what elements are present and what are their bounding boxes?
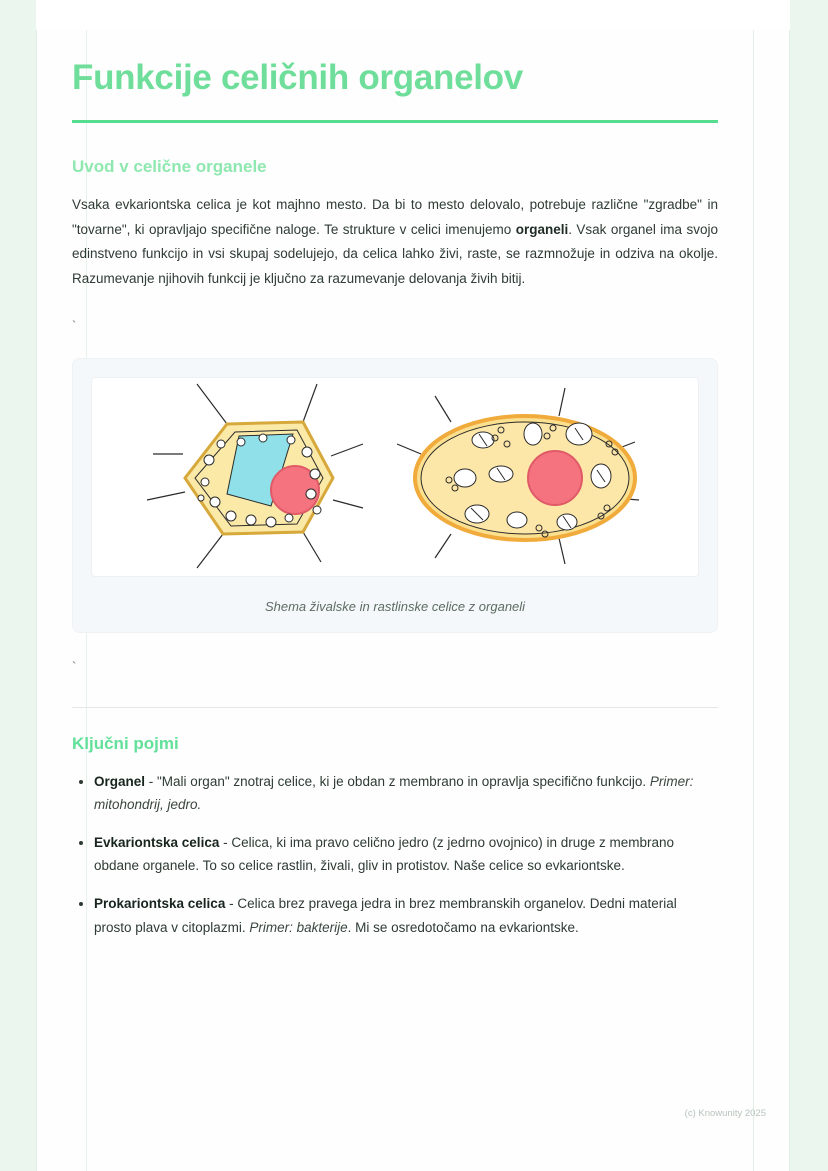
- list-item: [94, 892, 718, 938]
- stray-tick-top: `: [72, 317, 77, 333]
- copyright-footer: (c) Knowunity 2025: [684, 1108, 766, 1119]
- term-definition: - "Mali organ" znotraj celice, ki je obdan z membrano in opravlja specifično funkcijo.: [145, 773, 650, 789]
- intro-bold-term: organeli: [515, 221, 569, 237]
- term-tail: . Mi se osredotočamo na evkariontske.: [347, 919, 579, 935]
- intro-heading: Uvod v celične organele: [72, 157, 267, 177]
- stray-tick-bottom: `: [72, 658, 77, 674]
- terms-heading: Ključni pojmi: [72, 733, 179, 753]
- term-name: Evkariontska celica: [94, 834, 220, 850]
- title-underline: [72, 120, 718, 123]
- figure-image: [91, 377, 699, 577]
- figure-block: [72, 358, 718, 633]
- page-title: Funkcije celičnih organelov: [72, 58, 523, 97]
- term-example: Primer: mitohondrij, jedro.: [94, 773, 694, 812]
- term-definition: - Celica, ki ima pravo celično jedro (z jedrno ovojnico) in druge z membrano obdane organele. To so celice rastlin, živali, gliv in protistov. Naše celice so evkariontske.: [94, 834, 675, 874]
- term-example: Primer: bakterije: [249, 919, 348, 935]
- cell-diagram-svg: [135, 382, 655, 572]
- section-divider: [72, 707, 718, 708]
- figure-caption: Shema živalske in rastlinske celice z organeli: [264, 598, 526, 614]
- key-terms-list: [72, 770, 718, 939]
- list-item: [94, 770, 718, 816]
- term-definition: - Celica brez pravega jedra in brez membranskih organelov. Dedni material prosto plava v citoplazmi.: [94, 896, 677, 935]
- document-content: [72, 58, 718, 954]
- intro-text-part2: . Vsak organel ima svojo edinstveno funkcijo in vsi skupaj sodelujejo, da celica lahko živi, raste, se razmnožuje in odziva na okolje. Razumevanje njihovih funkcij je ključno za razumevanje delovanja živih bitij.: [72, 221, 718, 286]
- intro-text-part1: Vsaka evkariontska celica je kot majhno mesto. Da bi to mesto delovalo, potrebuje različne "zgradbe" in "tovarne", ki opravljajo specifične naloge. Te strukture v celici imenujemo: [72, 197, 718, 237]
- margin-rule-right: [753, 30, 754, 1171]
- list-item: [94, 831, 718, 877]
- term-name: Organel: [94, 773, 146, 789]
- term-name: Prokariontska celica: [94, 896, 226, 912]
- intro-paragraph: [72, 193, 718, 291]
